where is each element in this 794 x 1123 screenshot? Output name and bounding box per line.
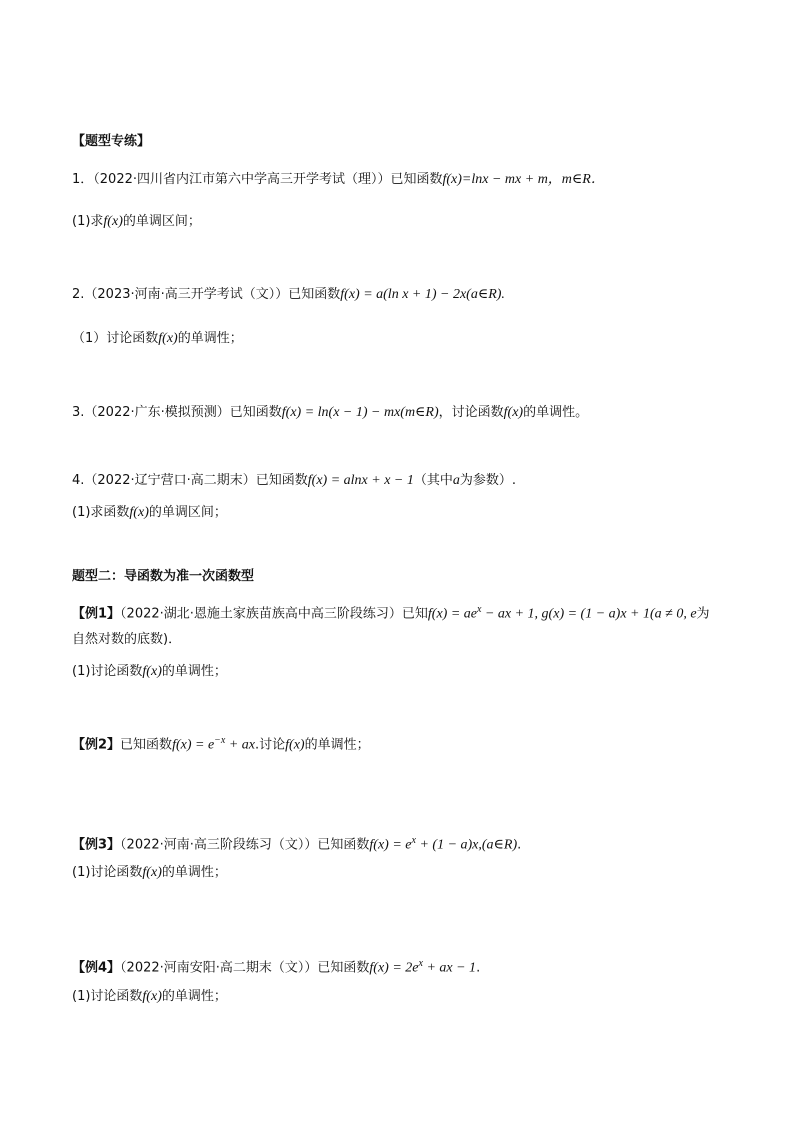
example-3-sub-tail: 的单调性；: [161, 865, 227, 880]
problem-4-sub-label: (1)求函数: [72, 505, 130, 520]
problem-4-sub-formula: f(x): [129, 505, 149, 520]
example-1: [72, 601, 710, 623]
problem-3: [72, 404, 588, 422]
example-1-formula-b: − ax + 1, g(x) = (1 − a)x + 1(a ≠ 0, e: [481, 606, 697, 622]
example-3: [72, 832, 521, 854]
problem-3-tail-a: ，讨论函数: [438, 405, 504, 420]
example-3-text: （2022·河南·高三阶段练习（文））已知函数: [120, 837, 370, 853]
problem-1-sub-formula: f(x): [103, 214, 123, 229]
example-2-label: 【例2】: [72, 737, 121, 753]
problem-2-sub: [72, 330, 243, 348]
section-header: 【题型专练】: [72, 134, 151, 149]
example-1-sub-tail: 的单调性；: [161, 664, 227, 679]
problem-1: [72, 171, 605, 189]
problem-1-formula: f(x)=lnx − mx + m，m∈R．: [442, 172, 605, 187]
problem-2-sub-tail: 的单调性；: [177, 331, 243, 346]
example-4-sup: x: [418, 958, 423, 969]
example-1-sup: x: [477, 604, 482, 615]
problem-4-formula: f(x) = alnx + x − 1: [307, 473, 414, 488]
example-1-sub: [72, 663, 227, 681]
example-1-formula: f(x) = ae: [427, 606, 477, 622]
problem-4: [72, 472, 516, 490]
example-2-tail: .讨论: [255, 737, 286, 753]
example-2-formula: f(x) = e: [172, 737, 215, 753]
section2-header: 题型二：导函数为准一次函数型: [72, 569, 255, 584]
example-4-sub: [72, 988, 227, 1006]
example-4-formula-b: + ax − 1: [422, 960, 477, 976]
example-4-formula: f(x) = 2e: [369, 960, 419, 976]
example-3-formula: f(x) = e: [369, 837, 412, 853]
example-1-sub-formula: f(x): [142, 664, 162, 679]
example-4-tail: .: [476, 960, 481, 976]
problem-1-text: 1．（2022·四川省内江市第六中学高三开学考试（理））已知函数: [72, 172, 443, 187]
example-2-tail-b: 的单调性；: [304, 737, 370, 753]
example-2-text: 已知函数: [120, 737, 173, 753]
example-4-label: 【例4】: [72, 960, 121, 976]
example-2-sup: −x: [214, 735, 226, 746]
problem-2-sub-label: （1）讨论函数: [72, 331, 159, 346]
example-1-sub-label: (1)讨论函数: [72, 664, 143, 679]
example-1-line2: 自然对数的底数)．: [72, 632, 182, 647]
problem-3-text: 3.（2022·广东·模拟预测）已知函数: [72, 405, 282, 420]
example-3-sub: [72, 864, 227, 882]
problem-4-text: 4.（2022·辽宁营口·高二期末）已知函数: [72, 473, 308, 488]
problem-2-formula: f(x) = a(ln x + 1) − 2x(a∈R).: [340, 287, 505, 302]
example-4-sub-tail: 的单调性；: [161, 989, 227, 1004]
example-4-sub-label: (1)讨论函数: [72, 989, 143, 1004]
problem-4-tail-b: 为参数）.: [459, 473, 517, 488]
problem-3-formula2: f(x): [503, 405, 524, 420]
example-3-label: 【例3】: [72, 837, 121, 853]
problem-4-sub-tail: 的单调区间；: [148, 505, 227, 520]
problem-3-formula: f(x) = ln(x − 1) − mx(m∈R): [281, 405, 439, 420]
example-3-tail: .: [517, 837, 522, 853]
example-3-sup: x: [411, 835, 416, 846]
problem-2: [72, 286, 505, 304]
example-3-sub-formula: f(x): [142, 865, 162, 880]
example-4-sub-formula: f(x): [142, 989, 162, 1004]
example-2-formula2: f(x): [285, 737, 305, 753]
example-4-text: （2022·河南安阳·高二期末（文））已知函数: [120, 960, 370, 976]
example-2: [72, 732, 370, 754]
example-1-text: （2022·湖北·恩施土家族苗族高中高三阶段练习）已知: [120, 606, 428, 622]
problem-2-sub-formula: f(x): [158, 331, 178, 346]
example-3-sub-label: (1)讨论函数: [72, 865, 143, 880]
example-1-label: 【例1】: [72, 606, 121, 622]
example-4: [72, 955, 480, 977]
problem-1-sub-tail: 的单调区间；: [122, 214, 201, 229]
problem-3-tail-b: 的单调性。: [523, 405, 589, 420]
problem-1-sub: [72, 213, 201, 231]
problem-4-tail-a: （其中: [413, 473, 453, 488]
example-2-formula-b: + ax: [225, 737, 256, 753]
problem-1-sub-label: (1)求: [72, 214, 104, 229]
example-3-formula-b: + (1 − a)x,(a∈R): [415, 837, 518, 853]
problem-4-sub: [72, 504, 227, 522]
problem-4-formula2: a: [452, 473, 460, 488]
problem-2-text: 2.（2023·河南·高三开学考试（文））已知函数: [72, 287, 341, 302]
example-1-tail: 为: [696, 606, 710, 622]
